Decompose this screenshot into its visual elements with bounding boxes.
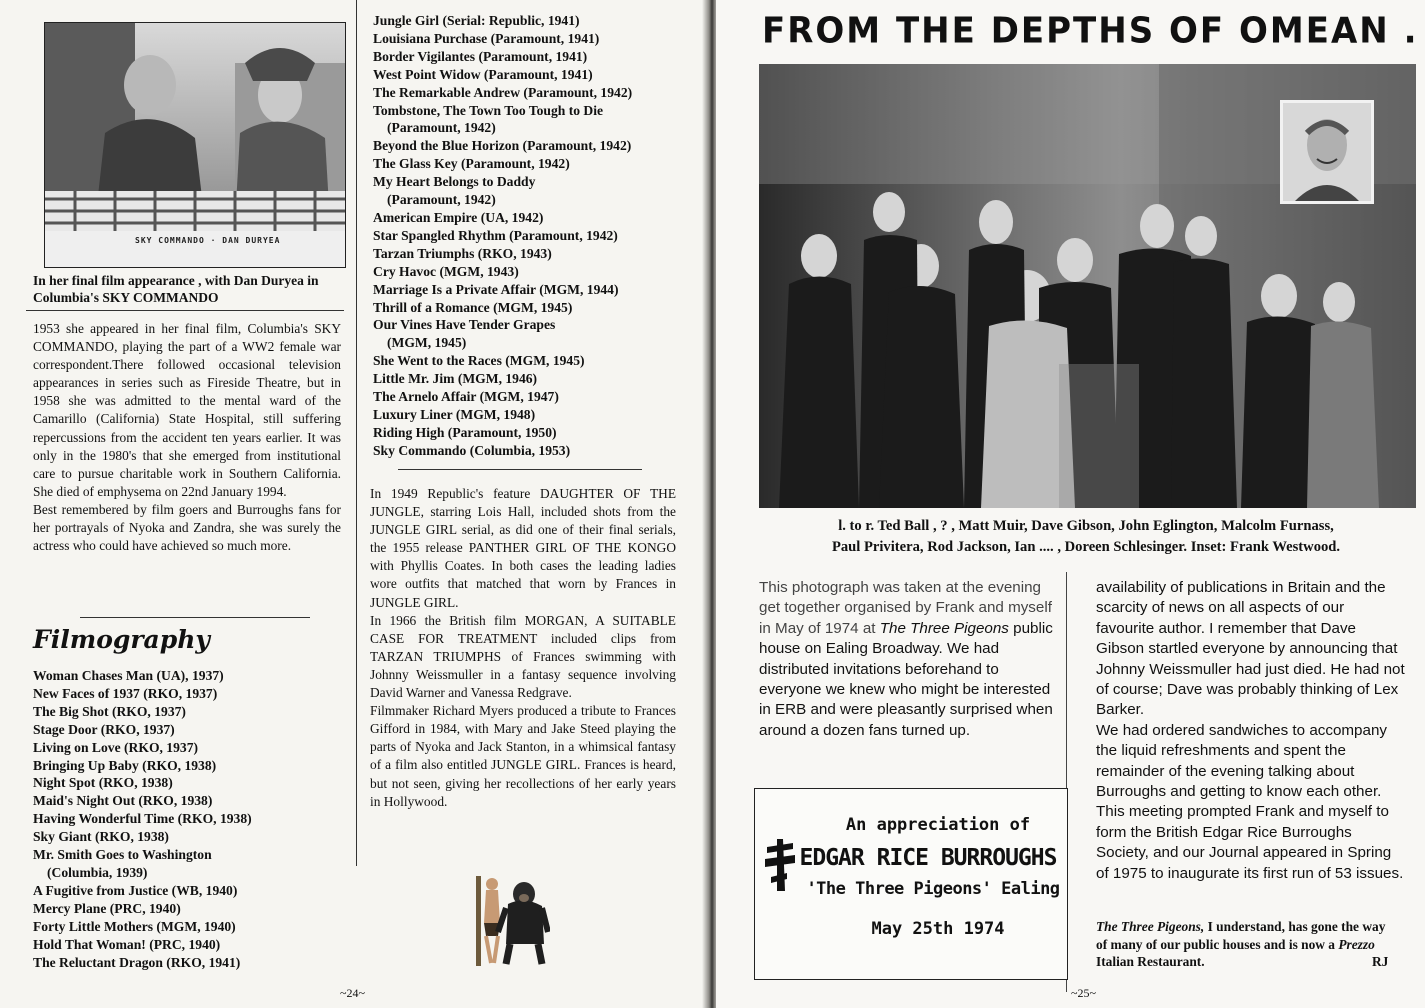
filmography-entry: Cry Havoc (MGM, 1943)	[373, 263, 519, 279]
filmography-entry: (Paramount, 1942)	[387, 120, 496, 136]
poster-credit-text: SKY COMMANDO · DAN DURYEA	[135, 236, 281, 245]
col2-paragraph-2: We had ordered sandwiches to accompany the liquid refreshments and spent the remainder of the evening talking about Burroughs and getting to know each other. This meeting prompted Frank and myself to form the British Edgar Rice Burroughs Society, and our Journal appeared in Spring of 1975 to inaugurate its first run of 53 issues.	[1096, 721, 1404, 882]
filmography-entry: The Glass Key (Paramount, 1942)	[373, 156, 570, 172]
filmography-entry: Jungle Girl (Serial: Republic, 1941)	[373, 13, 580, 28]
card-line-1: An appreciation of	[845, 815, 1031, 835]
filmography-entry: Luxury Liner (MGM, 1948)	[373, 406, 536, 422]
filmography-heading: Filmography	[33, 625, 210, 654]
column-divider	[356, 0, 357, 866]
filmography-entry: Night Spot (RKO, 1938)	[33, 775, 173, 791]
article-column-1	[759, 578, 1057, 741]
photo-caption: In her final film appearance , with Dan Duryea in Columbia's SKY COMMANDO	[33, 273, 319, 305]
filmography-column-2	[373, 12, 693, 460]
filmography-entry: Mr. Smith Goes to Washington	[33, 847, 212, 863]
caption-divider	[26, 310, 344, 311]
caption-line-2: Paul Privitera, Rod Jackson, Ian .... , Doreen Schlesinger. Inset: Frank Westwood.	[831, 539, 1341, 555]
story-paragraph-1: In 1949 Republic's feature DAUGHTER OF THE JUNGLE, starring Lois Hall, included shots from the JUNGLE GIRL serial, as did one of their final serials, the 1955 release PANTHER GIRL OF THE KONGO with Phyllis Coates. In both cases the leading ladies wore outfits that matched that worn by Frances in JUNGLE GIRL.	[370, 486, 676, 610]
filmography-entry: Our Vines Have Tender Grapes	[373, 317, 556, 333]
filmography-entry: (Paramount, 1942)	[387, 192, 496, 208]
footer-note	[1096, 918, 1396, 971]
filmography-entry: Little Mr. Jim (MGM, 1946)	[373, 371, 538, 387]
article-title: FROM THE DEPTHS OF OMEAN .	[762, 10, 1419, 52]
footer-signature: RJ	[1372, 954, 1389, 969]
filmography-entry: My Heart Belongs to Daddy	[373, 174, 536, 190]
caption-line-1: l. to r. Ted Ball , ? , Matt Muir, Dave Gibson, John Eglington, Malcolm Furnass,	[838, 518, 1334, 534]
article-column-2	[1096, 578, 1406, 884]
filmography-entry: The Big Shot (RKO, 1937)	[33, 703, 186, 719]
card-line-3: 'The Three Pigeons' Ealing	[806, 879, 1060, 899]
filmography-entry: West Point Widow (Paramount, 1941)	[373, 66, 593, 82]
col1-venue-name: The Three Pigeons	[879, 619, 1009, 637]
filmography-entry: Thrill of a Romance (MGM, 1945)	[373, 299, 573, 315]
story-paragraph-3: Filmmaker Richard Myers produced a tribute to Frances Gifford in 1984, with Mary and Jake Steed playing the parts of Nyoka and Jack Stanton, in a whimsical fantasy of a film also entitled JUNGLE GIRL. Frances is heard, but not seen, giving her recollections of her early years in Hollywood.	[370, 703, 676, 809]
filmography-entry: Having Wonderful Time (RKO, 1938)	[33, 811, 252, 827]
filmography-entry: (MGM, 1945)	[387, 335, 467, 351]
filmography-entry: Bringing Up Baby (RKO, 1938)	[33, 757, 217, 773]
col1-text-before: This photograph was taken at the evening get together organised by Frank and myself in May of 1974 at	[759, 579, 1052, 637]
filmography-entry: New Faces of 1937 (RKO, 1937)	[33, 685, 218, 701]
left-page	[0, 0, 708, 1008]
filmography-column-1	[33, 667, 343, 971]
filmography-entry: Sky Commando (Columbia, 1953)	[373, 442, 571, 458]
right-page	[716, 0, 1425, 1008]
filmography-entry: Hold That Woman! (PRC, 1940)	[33, 936, 221, 952]
filmography-entry: Beyond the Blue Horizon (Paramount, 1942)	[373, 138, 632, 154]
filmography-entry: American Empire (UA, 1942)	[373, 209, 544, 225]
photo-image-icon	[45, 23, 345, 267]
tarzan-ape-icon	[470, 868, 550, 968]
filmography-entry: Tombstone, The Town Too Tough to Die	[373, 102, 604, 118]
inset-photo-frank-westwood	[1280, 100, 1374, 204]
filmography-entry: Woman Chases Man (UA), 1937)	[33, 668, 224, 683]
filmography-entry: The Reluctant Dragon (RKO, 1941)	[33, 954, 241, 970]
filmography-entry: (Columbia, 1939)	[47, 864, 148, 880]
filmography-entry: The Remarkable Andrew (Paramount, 1942)	[373, 84, 633, 100]
group-photo-caption	[746, 516, 1425, 558]
footer-venue-italic: The Three Pigeons,	[1096, 919, 1205, 934]
card-line-2: EDGAR RICE BURROUGHS	[799, 845, 1057, 871]
filmography-entry: She Went to the Races (MGM, 1945)	[373, 353, 585, 369]
filmography-entry: Riding High (Paramount, 1950)	[373, 424, 557, 440]
erb-logo-icon	[763, 837, 797, 893]
page-number-left: ~24~	[340, 986, 365, 1000]
col2-paragraph-1: availability of publications in Britain and the scarcity of news on all aspects of our favourite author. I remember that Dave Gibson startled everyone by announcing that Johnny Weissmuller had just died. He had not of course; Dave was probably thinking of Lex Barker.	[1096, 579, 1405, 719]
bio-divider	[80, 617, 310, 618]
filmography-entry: Sky Giant (RKO, 1938)	[33, 829, 169, 845]
filmography-entry: Louisiana Purchase (Paramount, 1941)	[373, 30, 600, 46]
filmography-entry: The Arnelo Affair (MGM, 1947)	[373, 389, 559, 405]
tarzan-ape-illustration	[470, 868, 550, 968]
story-text	[370, 485, 676, 811]
inset-portrait-icon	[1283, 103, 1371, 201]
footer-prezzo-italic: Prezzo	[1338, 936, 1375, 952]
filmography-entry: Living on Love (RKO, 1937)	[33, 739, 199, 755]
filmography-entry: Star Spangled Rhythm (Paramount, 1942)	[373, 227, 618, 243]
filmography-entry: Tarzan Triumphs (RKO, 1943)	[373, 245, 552, 261]
col1-paragraph	[759, 578, 1057, 741]
bio-paragraph-1: 1953 she appeared in her final film, Columbia's SKY COMMANDO, playing the part of a WW2 female war correspondent.There followed occasional television appearances in series such as Fireside Theatre, but in 1958 she was admitted to the mental ward of the Camarillo (California) State Hospital, still suffering repercussions from the accident ten years earlier. It was only in the 1980's that she emerged from institutional care to pursue charitable work in Southern California. She died of emphysema on 22nd January 1994.	[33, 321, 341, 499]
filmography-entry: Stage Door (RKO, 1937)	[33, 721, 175, 737]
bio-text	[33, 320, 341, 555]
filmography-entry: Mercy Plane (PRC, 1940)	[33, 900, 181, 916]
sky-commando-photo	[44, 22, 346, 268]
erb-monogram-icon	[763, 837, 797, 893]
card-line-4: May 25th 1974	[871, 919, 1005, 939]
footer-text-1: I understand, has gone the way of many of our public houses and is now a	[1096, 919, 1386, 952]
invitation-card	[754, 788, 1068, 980]
page-number-right: ~25~	[1071, 986, 1096, 1000]
group-photo	[759, 64, 1416, 508]
filmography-entry: A Fugitive from Justice (WB, 1940)	[33, 882, 238, 898]
col1-text-after: public house on Ealing Broadway. We had distributed invitations beforehand to everyone we knew who might be interested in ERB and were pleasantly surprised when around a dozen fans turned up.	[759, 619, 1053, 739]
filmography-entry: Border Vigilantes (Paramount, 1941)	[373, 48, 588, 64]
filmography-entry: Forty Little Mothers (MGM, 1940)	[33, 918, 236, 934]
footer-text-2: Italian Restaurant.	[1096, 954, 1205, 969]
filmography-entry: Maid's Night Out (RKO, 1938)	[33, 793, 213, 809]
filmography-end-divider	[398, 469, 642, 470]
story-paragraph-2: In 1966 the British film MORGAN, A SUITABLE CASE FOR TREATMENT included clips from TARZAN TRIUMPHS of Frances swimming with Johnny Weissmuller in a fantasy sequence involving David Warner and Vanessa Redgrave.	[370, 612, 676, 701]
filmography-entry: Marriage Is a Private Affair (MGM, 1944)	[373, 281, 619, 297]
bio-paragraph-2: Best remembered by film goers and Burroughs fans for her portrayals of Nyoka and Zandra, she was surely the actress who could have achieved so much more.	[33, 501, 341, 554]
